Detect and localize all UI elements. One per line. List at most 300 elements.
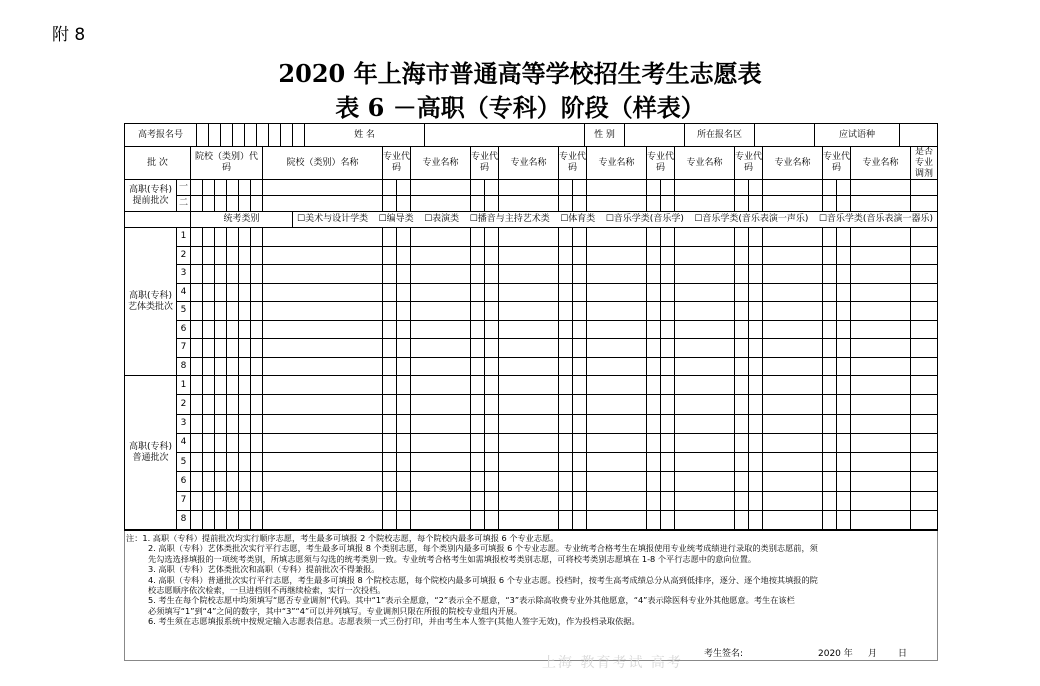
major-code-box[interactable] — [559, 302, 573, 321]
major-code-box[interactable] — [471, 339, 485, 358]
school-name-cell[interactable] — [263, 453, 383, 472]
school-name-cell[interactable] — [263, 434, 383, 453]
school-code-box[interactable] — [251, 358, 263, 377]
major-code-box[interactable] — [823, 302, 837, 321]
major-code-box[interactable] — [573, 472, 587, 491]
major-code-box[interactable] — [647, 472, 661, 491]
major-code-box[interactable] — [383, 376, 397, 395]
school-code-box[interactable] — [227, 415, 239, 434]
major-code-box[interactable] — [823, 434, 837, 453]
school-code-box[interactable] — [191, 180, 203, 196]
major-code-box[interactable] — [749, 472, 763, 491]
major-name-cell[interactable] — [675, 302, 735, 321]
major-code-box[interactable] — [661, 284, 675, 303]
major-name-cell[interactable] — [411, 321, 471, 340]
school-name-cell[interactable] — [263, 284, 383, 303]
major-code-box[interactable] — [559, 492, 573, 511]
major-name-cell[interactable] — [411, 492, 471, 511]
major-name-cell[interactable] — [851, 265, 911, 284]
major-name-cell[interactable] — [411, 180, 471, 196]
major-code-box[interactable] — [749, 339, 763, 358]
major-code-box[interactable] — [397, 492, 411, 511]
major-name-cell[interactable] — [675, 511, 735, 530]
major-name-cell[interactable] — [851, 302, 911, 321]
adjust-cell[interactable] — [911, 453, 937, 472]
school-code-box[interactable] — [191, 265, 203, 284]
reg-number-digit-box[interactable] — [281, 124, 293, 147]
major-code-box[interactable] — [749, 395, 763, 414]
major-name-cell[interactable] — [763, 339, 823, 358]
major-name-cell[interactable] — [411, 196, 471, 212]
major-name-cell[interactable] — [411, 376, 471, 395]
school-code-box[interactable] — [239, 376, 251, 395]
major-code-box[interactable] — [471, 265, 485, 284]
major-code-box[interactable] — [559, 358, 573, 377]
school-code-box[interactable] — [239, 358, 251, 377]
major-code-box[interactable] — [735, 434, 749, 453]
school-code-box[interactable] — [191, 228, 203, 247]
major-code-box[interactable] — [647, 339, 661, 358]
major-code-box[interactable] — [823, 339, 837, 358]
major-code-box[interactable] — [559, 265, 573, 284]
major-code-box[interactable] — [383, 265, 397, 284]
school-code-box[interactable] — [203, 453, 215, 472]
major-name-cell[interactable] — [411, 358, 471, 377]
major-code-box[interactable] — [823, 376, 837, 395]
major-code-box[interactable] — [837, 511, 851, 530]
school-code-box[interactable] — [239, 247, 251, 266]
school-code-box[interactable] — [215, 339, 227, 358]
major-code-box[interactable] — [397, 339, 411, 358]
major-name-cell[interactable] — [587, 228, 647, 247]
major-code-box[interactable] — [485, 376, 499, 395]
major-name-cell[interactable] — [499, 265, 559, 284]
major-code-box[interactable] — [735, 265, 749, 284]
major-code-box[interactable] — [647, 302, 661, 321]
major-name-cell[interactable] — [851, 415, 911, 434]
school-code-box[interactable] — [215, 180, 227, 196]
exam-type-checkbox[interactable]: ☐编导类 — [378, 214, 414, 224]
school-name-cell[interactable] — [263, 196, 383, 212]
major-code-box[interactable] — [661, 358, 675, 377]
major-code-box[interactable] — [735, 511, 749, 530]
major-name-cell[interactable] — [763, 472, 823, 491]
school-code-box[interactable] — [227, 376, 239, 395]
reg-number-digit-box[interactable] — [221, 124, 233, 147]
major-name-cell[interactable] — [675, 339, 735, 358]
school-code-box[interactable] — [203, 492, 215, 511]
school-code-box[interactable] — [227, 228, 239, 247]
major-code-box[interactable] — [837, 358, 851, 377]
major-name-cell[interactable] — [411, 302, 471, 321]
school-code-box[interactable] — [215, 453, 227, 472]
major-code-box[interactable] — [647, 492, 661, 511]
adjust-cell[interactable] — [911, 321, 937, 340]
major-name-cell[interactable] — [675, 265, 735, 284]
major-name-cell[interactable] — [411, 415, 471, 434]
major-code-box[interactable] — [485, 472, 499, 491]
major-name-cell[interactable] — [763, 302, 823, 321]
major-name-cell[interactable] — [499, 180, 559, 196]
major-name-cell[interactable] — [763, 453, 823, 472]
school-code-box[interactable] — [215, 434, 227, 453]
school-code-box[interactable] — [203, 339, 215, 358]
major-code-box[interactable] — [471, 196, 485, 212]
major-name-cell[interactable] — [851, 247, 911, 266]
school-code-box[interactable] — [191, 284, 203, 303]
school-code-box[interactable] — [227, 247, 239, 266]
exam-type-checkbox[interactable]: ☐播音与主持艺术类 — [469, 214, 550, 224]
major-code-box[interactable] — [471, 434, 485, 453]
school-code-box[interactable] — [203, 265, 215, 284]
school-code-box[interactable] — [251, 395, 263, 414]
adjust-cell[interactable] — [911, 196, 937, 212]
major-name-cell[interactable] — [763, 376, 823, 395]
major-name-cell[interactable] — [763, 321, 823, 340]
major-name-cell[interactable] — [499, 302, 559, 321]
school-code-box[interactable] — [215, 265, 227, 284]
major-code-box[interactable] — [749, 265, 763, 284]
major-code-box[interactable] — [735, 358, 749, 377]
school-code-box[interactable] — [203, 180, 215, 196]
major-code-box[interactable] — [735, 415, 749, 434]
major-code-box[interactable] — [823, 511, 837, 530]
major-code-box[interactable] — [735, 339, 749, 358]
major-code-box[interactable] — [573, 180, 587, 196]
major-code-box[interactable] — [823, 284, 837, 303]
major-code-box[interactable] — [471, 284, 485, 303]
major-code-box[interactable] — [823, 265, 837, 284]
major-name-cell[interactable] — [499, 284, 559, 303]
major-code-box[interactable] — [837, 228, 851, 247]
major-code-box[interactable] — [573, 196, 587, 212]
school-code-box[interactable] — [191, 472, 203, 491]
major-code-box[interactable] — [383, 321, 397, 340]
major-code-box[interactable] — [661, 376, 675, 395]
school-code-box[interactable] — [203, 415, 215, 434]
adjust-cell[interactable] — [911, 376, 937, 395]
adjust-cell[interactable] — [911, 180, 937, 196]
school-code-box[interactable] — [227, 302, 239, 321]
major-code-box[interactable] — [573, 228, 587, 247]
major-code-box[interactable] — [837, 302, 851, 321]
major-code-box[interactable] — [397, 453, 411, 472]
major-name-cell[interactable] — [763, 415, 823, 434]
school-code-box[interactable] — [215, 228, 227, 247]
school-name-cell[interactable] — [263, 247, 383, 266]
major-code-box[interactable] — [559, 472, 573, 491]
major-name-cell[interactable] — [675, 196, 735, 212]
gender-field[interactable] — [625, 124, 685, 147]
major-code-box[interactable] — [397, 415, 411, 434]
major-code-box[interactable] — [661, 339, 675, 358]
major-name-cell[interactable] — [763, 358, 823, 377]
school-code-box[interactable] — [203, 472, 215, 491]
major-code-box[interactable] — [485, 339, 499, 358]
school-code-box[interactable] — [203, 358, 215, 377]
school-code-box[interactable] — [215, 492, 227, 511]
major-code-box[interactable] — [485, 415, 499, 434]
major-name-cell[interactable] — [763, 196, 823, 212]
adjust-cell[interactable] — [911, 395, 937, 414]
major-code-box[interactable] — [749, 247, 763, 266]
major-code-box[interactable] — [661, 321, 675, 340]
school-code-box[interactable] — [251, 415, 263, 434]
major-code-box[interactable] — [383, 434, 397, 453]
major-code-box[interactable] — [383, 395, 397, 414]
school-code-box[interactable] — [203, 434, 215, 453]
major-code-box[interactable] — [647, 265, 661, 284]
school-code-box[interactable] — [239, 453, 251, 472]
major-code-box[interactable] — [573, 265, 587, 284]
major-code-box[interactable] — [661, 434, 675, 453]
major-code-box[interactable] — [397, 434, 411, 453]
major-code-box[interactable] — [823, 358, 837, 377]
major-name-cell[interactable] — [499, 434, 559, 453]
major-code-box[interactable] — [383, 284, 397, 303]
major-code-box[interactable] — [837, 321, 851, 340]
major-name-cell[interactable] — [675, 492, 735, 511]
school-code-box[interactable] — [239, 180, 251, 196]
major-code-box[interactable] — [647, 321, 661, 340]
major-name-cell[interactable] — [587, 472, 647, 491]
major-code-box[interactable] — [559, 247, 573, 266]
major-code-box[interactable] — [661, 492, 675, 511]
school-code-box[interactable] — [251, 376, 263, 395]
major-code-box[interactable] — [735, 228, 749, 247]
major-code-box[interactable] — [397, 376, 411, 395]
school-code-box[interactable] — [191, 395, 203, 414]
school-code-box[interactable] — [239, 284, 251, 303]
major-code-box[interactable] — [573, 376, 587, 395]
major-code-box[interactable] — [383, 415, 397, 434]
major-name-cell[interactable] — [763, 511, 823, 530]
major-name-cell[interactable] — [499, 339, 559, 358]
major-code-box[interactable] — [471, 180, 485, 196]
major-code-box[interactable] — [837, 415, 851, 434]
major-code-box[interactable] — [837, 395, 851, 414]
school-code-box[interactable] — [227, 453, 239, 472]
major-name-cell[interactable] — [587, 302, 647, 321]
school-code-box[interactable] — [251, 511, 263, 530]
major-code-box[interactable] — [485, 511, 499, 530]
major-code-box[interactable] — [485, 196, 499, 212]
major-code-box[interactable] — [485, 453, 499, 472]
school-code-box[interactable] — [251, 302, 263, 321]
major-name-cell[interactable] — [587, 196, 647, 212]
major-name-cell[interactable] — [763, 247, 823, 266]
school-code-box[interactable] — [227, 395, 239, 414]
major-name-cell[interactable] — [851, 376, 911, 395]
major-code-box[interactable] — [485, 358, 499, 377]
adjust-cell[interactable] — [911, 434, 937, 453]
major-code-box[interactable] — [471, 321, 485, 340]
adjust-cell[interactable] — [911, 228, 937, 247]
exam-type-checkbox[interactable]: ☐音乐学类(音乐表演一声乐) — [694, 214, 809, 224]
major-name-cell[interactable] — [499, 395, 559, 414]
school-code-box[interactable] — [239, 321, 251, 340]
major-code-box[interactable] — [749, 196, 763, 212]
major-name-cell[interactable] — [763, 284, 823, 303]
major-code-box[interactable] — [573, 339, 587, 358]
major-code-box[interactable] — [471, 228, 485, 247]
school-code-box[interactable] — [191, 511, 203, 530]
major-code-box[interactable] — [735, 472, 749, 491]
major-name-cell[interactable] — [851, 321, 911, 340]
major-code-box[interactable] — [397, 247, 411, 266]
major-name-cell[interactable] — [411, 228, 471, 247]
major-name-cell[interactable] — [675, 453, 735, 472]
major-code-box[interactable] — [573, 434, 587, 453]
exam-type-checkbox[interactable]: ☐美术与设计学类 — [297, 214, 369, 224]
major-code-box[interactable] — [661, 472, 675, 491]
school-name-cell[interactable] — [263, 492, 383, 511]
school-code-box[interactable] — [239, 395, 251, 414]
major-code-box[interactable] — [749, 302, 763, 321]
major-name-cell[interactable] — [587, 265, 647, 284]
major-code-box[interactable] — [471, 453, 485, 472]
school-code-box[interactable] — [227, 180, 239, 196]
major-name-cell[interactable] — [851, 492, 911, 511]
school-code-box[interactable] — [215, 415, 227, 434]
major-code-box[interactable] — [837, 434, 851, 453]
major-code-box[interactable] — [559, 511, 573, 530]
major-name-cell[interactable] — [763, 434, 823, 453]
school-code-box[interactable] — [251, 196, 263, 212]
major-name-cell[interactable] — [675, 415, 735, 434]
school-name-cell[interactable] — [263, 358, 383, 377]
school-code-box[interactable] — [251, 228, 263, 247]
major-name-cell[interactable] — [587, 453, 647, 472]
major-code-box[interactable] — [735, 196, 749, 212]
major-code-box[interactable] — [573, 453, 587, 472]
major-code-box[interactable] — [397, 228, 411, 247]
major-name-cell[interactable] — [499, 453, 559, 472]
major-name-cell[interactable] — [499, 358, 559, 377]
school-name-cell[interactable] — [263, 472, 383, 491]
major-code-box[interactable] — [647, 284, 661, 303]
major-code-box[interactable] — [559, 284, 573, 303]
school-code-box[interactable] — [215, 247, 227, 266]
major-name-cell[interactable] — [851, 511, 911, 530]
major-code-box[interactable] — [749, 453, 763, 472]
school-code-box[interactable] — [191, 339, 203, 358]
major-code-box[interactable] — [837, 196, 851, 212]
major-code-box[interactable] — [573, 492, 587, 511]
school-code-box[interactable] — [227, 511, 239, 530]
school-code-box[interactable] — [191, 434, 203, 453]
major-code-box[interactable] — [397, 472, 411, 491]
school-code-box[interactable] — [215, 376, 227, 395]
major-name-cell[interactable] — [675, 434, 735, 453]
major-name-cell[interactable] — [675, 358, 735, 377]
school-code-box[interactable] — [191, 321, 203, 340]
school-code-box[interactable] — [191, 196, 203, 212]
major-name-cell[interactable] — [763, 228, 823, 247]
school-code-box[interactable] — [251, 339, 263, 358]
major-name-cell[interactable] — [675, 321, 735, 340]
major-name-cell[interactable] — [499, 247, 559, 266]
major-code-box[interactable] — [485, 395, 499, 414]
school-code-box[interactable] — [215, 511, 227, 530]
adjust-cell[interactable] — [911, 265, 937, 284]
major-name-cell[interactable] — [675, 284, 735, 303]
major-name-cell[interactable] — [851, 358, 911, 377]
reg-number-digit-box[interactable] — [233, 124, 245, 147]
major-name-cell[interactable] — [587, 511, 647, 530]
major-code-box[interactable] — [735, 376, 749, 395]
major-name-cell[interactable] — [499, 376, 559, 395]
adjust-cell[interactable] — [911, 492, 937, 511]
reg-number-digit-box[interactable] — [269, 124, 281, 147]
major-name-cell[interactable] — [587, 434, 647, 453]
major-code-box[interactable] — [749, 511, 763, 530]
school-name-cell[interactable] — [263, 376, 383, 395]
major-code-box[interactable] — [823, 453, 837, 472]
major-code-box[interactable] — [559, 321, 573, 340]
major-code-box[interactable] — [647, 358, 661, 377]
adjust-cell[interactable] — [911, 339, 937, 358]
major-name-cell[interactable] — [675, 395, 735, 414]
major-code-box[interactable] — [397, 358, 411, 377]
major-code-box[interactable] — [735, 453, 749, 472]
major-code-box[interactable] — [559, 180, 573, 196]
major-code-box[interactable] — [383, 511, 397, 530]
major-code-box[interactable] — [397, 321, 411, 340]
major-code-box[interactable] — [485, 321, 499, 340]
major-code-box[interactable] — [559, 453, 573, 472]
school-name-cell[interactable] — [263, 339, 383, 358]
major-name-cell[interactable] — [499, 472, 559, 491]
school-code-box[interactable] — [191, 376, 203, 395]
major-code-box[interactable] — [573, 302, 587, 321]
school-code-box[interactable] — [239, 339, 251, 358]
school-code-box[interactable] — [227, 284, 239, 303]
major-name-cell[interactable] — [499, 511, 559, 530]
major-code-box[interactable] — [471, 415, 485, 434]
school-name-cell[interactable] — [263, 395, 383, 414]
major-name-cell[interactable] — [499, 321, 559, 340]
school-code-box[interactable] — [227, 265, 239, 284]
major-code-box[interactable] — [823, 472, 837, 491]
major-code-box[interactable] — [485, 302, 499, 321]
school-code-box[interactable] — [203, 228, 215, 247]
major-name-cell[interactable] — [587, 284, 647, 303]
major-code-box[interactable] — [559, 376, 573, 395]
major-code-box[interactable] — [485, 492, 499, 511]
major-name-cell[interactable] — [763, 395, 823, 414]
major-code-box[interactable] — [749, 284, 763, 303]
major-code-box[interactable] — [559, 395, 573, 414]
major-code-box[interactable] — [823, 247, 837, 266]
major-code-box[interactable] — [749, 358, 763, 377]
major-code-box[interactable] — [573, 321, 587, 340]
major-code-box[interactable] — [397, 196, 411, 212]
school-code-box[interactable] — [239, 302, 251, 321]
major-code-box[interactable] — [837, 472, 851, 491]
major-code-box[interactable] — [647, 453, 661, 472]
school-code-box[interactable] — [191, 358, 203, 377]
major-code-box[interactable] — [397, 180, 411, 196]
school-name-cell[interactable] — [263, 511, 383, 530]
major-name-cell[interactable] — [587, 321, 647, 340]
major-name-cell[interactable] — [411, 284, 471, 303]
major-code-box[interactable] — [383, 492, 397, 511]
major-code-box[interactable] — [559, 434, 573, 453]
major-name-cell[interactable] — [763, 180, 823, 196]
major-code-box[interactable] — [837, 376, 851, 395]
major-code-box[interactable] — [383, 228, 397, 247]
